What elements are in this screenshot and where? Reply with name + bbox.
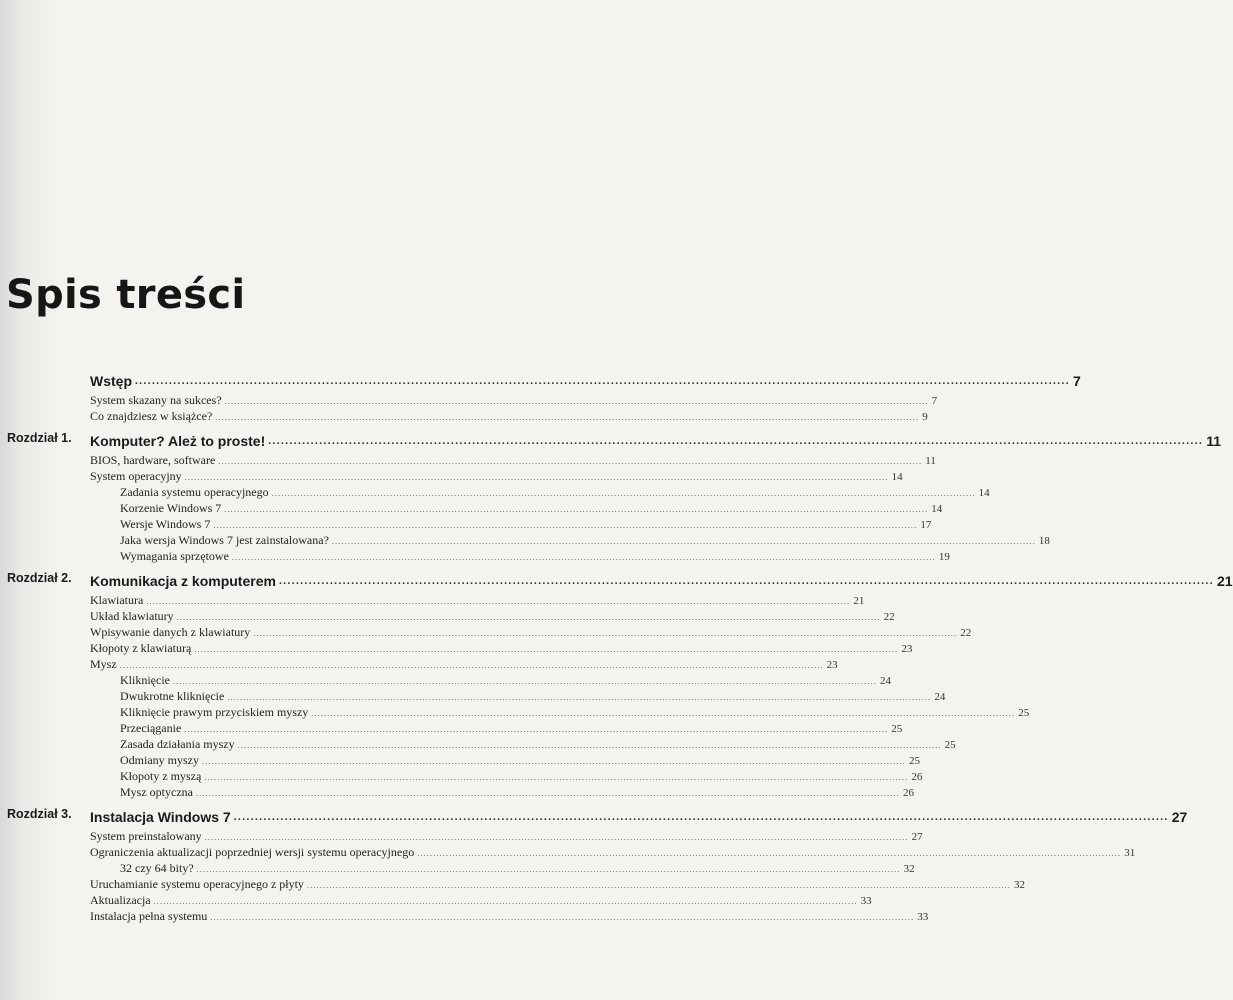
entry-title: BIOS, hardware, software <box>90 453 216 467</box>
toc-entry[interactable] <box>90 877 1025 893</box>
dot-leader: ............................................................................................................................................................................................................................ <box>184 473 889 482</box>
entry-page-number: 22 <box>960 627 972 639</box>
chapter-heading[interactable] <box>90 429 1222 453</box>
entry-title: Zadania systemu operacyjnego <box>120 485 269 499</box>
dot-leader: ............................................................................................................................................................................................................................ <box>215 413 920 422</box>
toc-entry[interactable] <box>90 845 1136 861</box>
chapter-page-number: 11 <box>1206 433 1222 449</box>
entry-title: Kłopoty z klawiaturą <box>90 641 192 655</box>
entry-page-number: 21 <box>853 595 865 607</box>
entry-page-number: 19 <box>938 551 950 563</box>
toc-entry[interactable] <box>120 753 920 769</box>
chapter-heading[interactable] <box>90 569 1233 593</box>
table-of-contents <box>0 369 1233 925</box>
chapter-page-number: 27 <box>1171 809 1188 825</box>
toc-entry[interactable] <box>90 453 936 469</box>
chapter-title: Komunikacja z komputerem <box>90 573 276 589</box>
chapter-title: Wstęp <box>90 373 132 389</box>
toc-entry[interactable] <box>120 673 891 689</box>
entry-title: Jaka wersja Windows 7 jest zainstalowana? <box>120 533 329 547</box>
entry-title: Zasada działania myszy <box>120 737 235 751</box>
dot-leader: ............................................................................................................................................................................................................................ <box>194 645 899 654</box>
page-title: Spis treści <box>6 272 246 318</box>
toc-entry[interactable] <box>90 909 929 925</box>
entry-title: Dwukrotne kliknięcie <box>120 689 225 703</box>
entry-title: Mysz <box>90 657 117 671</box>
toc-entry[interactable] <box>120 705 1030 721</box>
entry-title: Kliknięcie <box>120 673 170 687</box>
chapter-block <box>0 369 1081 425</box>
dot-leader: ............................................................................................................................................................................................................................ <box>172 677 877 686</box>
entry-title: Kłopoty z myszą <box>120 769 202 783</box>
toc-entry[interactable] <box>90 641 913 657</box>
toc-entry[interactable] <box>90 625 972 641</box>
entry-page-number: 14 <box>978 487 990 499</box>
entry-page-number: 33 <box>860 895 872 907</box>
entry-page-number: 33 <box>917 911 929 923</box>
entry-title: 32 czy 64 bity? <box>120 861 194 875</box>
toc-entry[interactable] <box>120 517 932 533</box>
entry-page-number: 24 <box>879 675 891 687</box>
toc-entry[interactable] <box>120 549 950 565</box>
chapter-label: Rozdział 2. <box>7 571 72 585</box>
toc-entry[interactable] <box>120 721 903 737</box>
toc-entry[interactable] <box>90 469 903 485</box>
entry-title: Co znajdziesz w książce? <box>90 409 213 423</box>
dot-leader: ............................................................................................................................................................................................................................ <box>231 553 936 562</box>
entry-title: System preinstalowany <box>90 829 202 843</box>
dot-leader: ............................................................................................................................................................................................................................ <box>224 397 929 406</box>
chapter-title: Instalacja Windows 7 <box>90 809 231 825</box>
entry-page-number: 14 <box>931 503 943 515</box>
dot-leader: ............................................................................................................................................................................................................................ <box>224 505 929 514</box>
dot-leader: ............................................................................................................................................................................................................................ <box>271 489 976 498</box>
dot-leader: ............................................................................................................................................................................................................................ <box>311 709 1016 718</box>
dot-leader: ............................................................................................................................................................................................................................ <box>417 849 1122 858</box>
toc-entry[interactable] <box>120 785 914 801</box>
toc-entry[interactable] <box>120 737 956 753</box>
entry-page-number: 22 <box>883 611 895 623</box>
dot-leader: ............................................................................................................................................................................................................................ <box>227 693 932 702</box>
dot-leader: ............................................................................................................................................................................................................................ <box>253 629 958 638</box>
dot-leader: ............................................................................................................................................................................................................................ <box>237 741 942 750</box>
entry-title: Wymagania sprzętowe <box>120 549 229 563</box>
entry-page-number: 24 <box>934 691 946 703</box>
entry-page-number: 32 <box>903 863 915 875</box>
chapter-block <box>0 805 1188 925</box>
entry-title: Kliknięcie prawym przyciskiem myszy <box>120 705 309 719</box>
dot-leader: ............................................................................................................................................................................................................................ <box>196 865 901 874</box>
entry-title: System operacyjny <box>90 469 182 483</box>
entry-page-number: 18 <box>1038 535 1050 547</box>
toc-entry[interactable] <box>90 657 838 673</box>
toc-entry[interactable] <box>120 501 943 517</box>
dot-leader: ............................................................................................................................................................................................................................ <box>153 897 858 906</box>
dot-leader: ............................................................................................................................................................................................................................ <box>331 537 1036 546</box>
chapter-label: Rozdział 1. <box>7 431 72 445</box>
dot-leader: ............................................................................................................................................................................................................................ <box>176 613 881 622</box>
dot-leader: ............................................................................................................................................................................................................................ <box>268 435 1204 447</box>
dot-leader: ............................................................................................................................................................................................................................ <box>213 521 918 530</box>
toc-entry[interactable] <box>90 593 865 609</box>
dot-leader: ............................................................................................................................................................................................................................ <box>202 757 906 766</box>
entry-title: Instalacja pełna systemu <box>90 909 208 923</box>
entry-page-number: 27 <box>911 831 923 843</box>
chapter-label: Rozdział 3. <box>7 807 72 821</box>
entry-page-number: 23 <box>826 659 838 671</box>
toc-entry[interactable] <box>90 409 928 425</box>
entry-title: Uruchamianie systemu operacyjnego z płyty <box>90 877 304 891</box>
dot-leader: ............................................................................................................................................................................................................................ <box>184 725 889 734</box>
dot-leader: ............................................................................................................................................................................................................................ <box>218 457 923 466</box>
entry-page-number: 23 <box>901 643 913 655</box>
toc-entry[interactable] <box>90 609 895 625</box>
chapter-heading[interactable] <box>90 805 1188 829</box>
toc-entry[interactable] <box>120 769 923 785</box>
entry-title: Wersje Windows 7 <box>120 517 211 531</box>
entry-page-number: 14 <box>891 471 903 483</box>
toc-entry[interactable] <box>90 893 872 909</box>
entry-page-number: 7 <box>931 395 938 407</box>
chapter-block <box>0 429 1222 565</box>
chapter-heading[interactable] <box>90 369 1081 393</box>
toc-entry[interactable] <box>90 829 923 845</box>
dot-leader: ............................................................................................................................................................................................................................ <box>210 913 915 922</box>
toc-entry[interactable] <box>120 689 946 705</box>
dot-leader: ............................................................................................................................................................................................................................ <box>306 881 1011 890</box>
entry-page-number: 17 <box>920 519 932 531</box>
entry-page-number: 25 <box>891 723 903 735</box>
chapter-page-number: 21 <box>1216 573 1233 589</box>
entry-page-number: 11 <box>925 455 936 467</box>
entry-title: Klawiatura <box>90 593 144 607</box>
toc-entry[interactable] <box>120 485 990 501</box>
entry-title: System skazany na sukces? <box>90 393 222 407</box>
entry-page-number: 25 <box>1018 707 1030 719</box>
dot-leader: ............................................................................................................................................................................................................................ <box>204 833 909 842</box>
entry-page-number: 25 <box>909 755 920 767</box>
dot-leader: ............................................................................................................................................................................................................................ <box>135 375 1070 387</box>
entry-page-number: 32 <box>1013 879 1025 891</box>
toc-entry[interactable] <box>120 533 1050 549</box>
entry-title: Aktualizacja <box>90 893 151 907</box>
dot-leader: ............................................................................................................................................................................................................................ <box>146 597 851 606</box>
entry-page-number: 31 <box>1124 847 1136 859</box>
chapter-block <box>0 569 1233 801</box>
dot-leader: ............................................................................................................................................................................................................................ <box>119 661 824 670</box>
chapter-title: Komputer? Ależ to proste! <box>90 433 266 449</box>
entry-page-number: 26 <box>902 787 914 799</box>
entry-page-number: 26 <box>911 771 923 783</box>
dot-leader: ............................................................................................................................................................................................................................ <box>233 811 1169 823</box>
chapter-page-number: 7 <box>1073 373 1081 389</box>
entry-page-number: 9 <box>922 411 928 423</box>
toc-entry[interactable] <box>90 393 938 409</box>
entry-title: Ograniczenia aktualizacji poprzedniej wersji systemu operacyjnego <box>90 845 415 859</box>
entry-title: Odmiany myszy <box>120 753 199 767</box>
dot-leader: ............................................................................................................................................................................................................................ <box>204 773 909 782</box>
dot-leader: ............................................................................................................................................................................................................................ <box>278 575 1214 587</box>
entry-title: Przeciąganie <box>120 721 182 735</box>
entry-title: Układ klawiatury <box>90 609 174 623</box>
entry-title: Mysz optyczna <box>120 785 193 799</box>
toc-entry[interactable] <box>120 861 915 877</box>
entry-page-number: 25 <box>944 739 956 751</box>
entry-title: Korzenie Windows 7 <box>120 501 222 515</box>
dot-leader: ............................................................................................................................................................................................................................ <box>195 789 900 798</box>
entry-title: Wpisywanie danych z klawiatury <box>90 625 251 639</box>
